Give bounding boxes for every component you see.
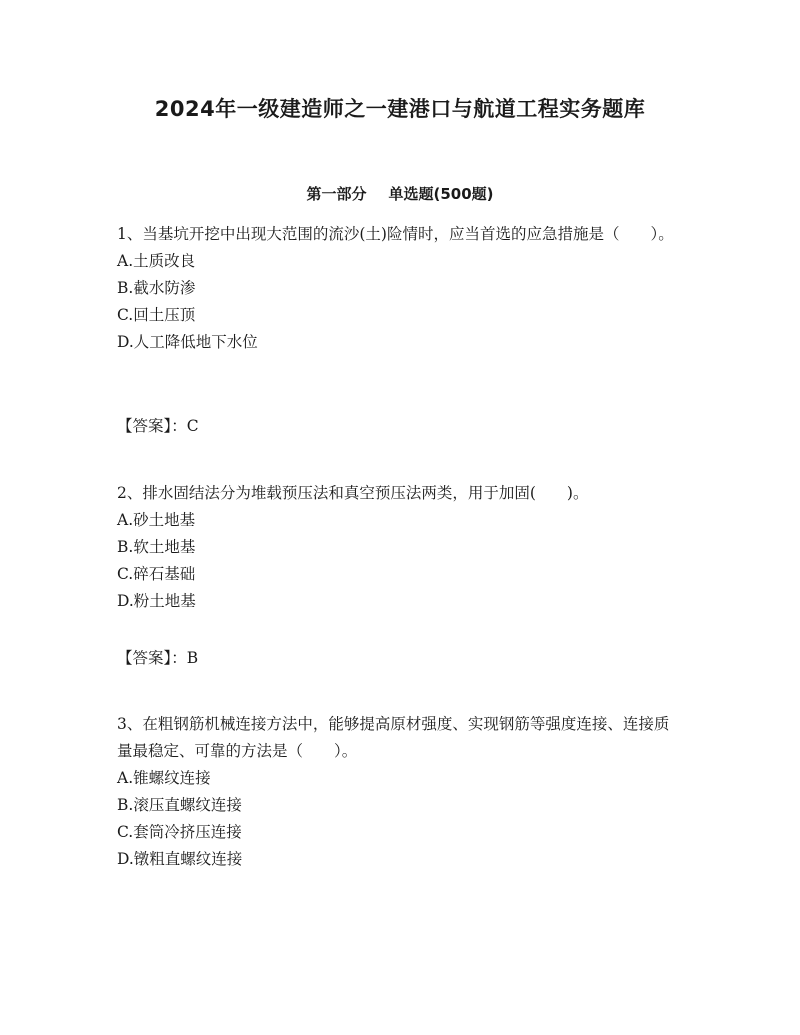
answer-2 — [117, 645, 198, 672]
question-3 — [117, 711, 682, 873]
option-d: D.镦粗直螺纹连接 — [117, 850, 243, 868]
option-b: B.截水防渗 — [117, 279, 196, 297]
option-b: B.软土地基 — [117, 538, 196, 556]
section-part: 第一部分 — [306, 185, 367, 203]
option-d: D.人工降低地下水位 — [117, 333, 258, 351]
answer-value: C — [186, 417, 199, 435]
question-stem: 2、排水固结法分为堆载预压法和真空预压法两类，用于加固( )。 — [117, 484, 589, 502]
option-a: A.砂土地基 — [117, 511, 196, 529]
option-c: C.碎石基础 — [117, 565, 196, 583]
option-b: B.滚压直螺纹连接 — [117, 796, 242, 814]
answer-label: 【答案】： — [117, 417, 187, 435]
option-a: A.锥螺纹连接 — [117, 769, 211, 787]
option-c: C.套筒冷挤压连接 — [117, 823, 242, 841]
page-title: 2024年一级建造师之一建港口与航道工程实务题库 — [154, 97, 646, 121]
section-name: 单选题(500题) — [388, 185, 494, 203]
section-title — [0, 183, 800, 205]
answer-label: 【答案】： — [117, 649, 187, 667]
option-c: C.回土压顶 — [117, 306, 196, 324]
option-a: A.土质改良 — [117, 252, 196, 270]
question-stem: 1、当基坑开挖中出现大范围的流沙(土)险情时，应当首选的应急措施是（ ）。 — [117, 225, 674, 243]
option-d: D.粉土地基 — [117, 592, 196, 610]
question-stem: 3、在粗钢筋机械连接方法中，能够提高原材强度、实现钢筋等强度连接、连接质量最稳定、可靠的方法是（ ）。 — [117, 715, 670, 760]
answer-1 — [117, 413, 199, 440]
question-1 — [117, 221, 682, 356]
question-2 — [117, 480, 682, 615]
answer-value: B — [186, 649, 199, 667]
